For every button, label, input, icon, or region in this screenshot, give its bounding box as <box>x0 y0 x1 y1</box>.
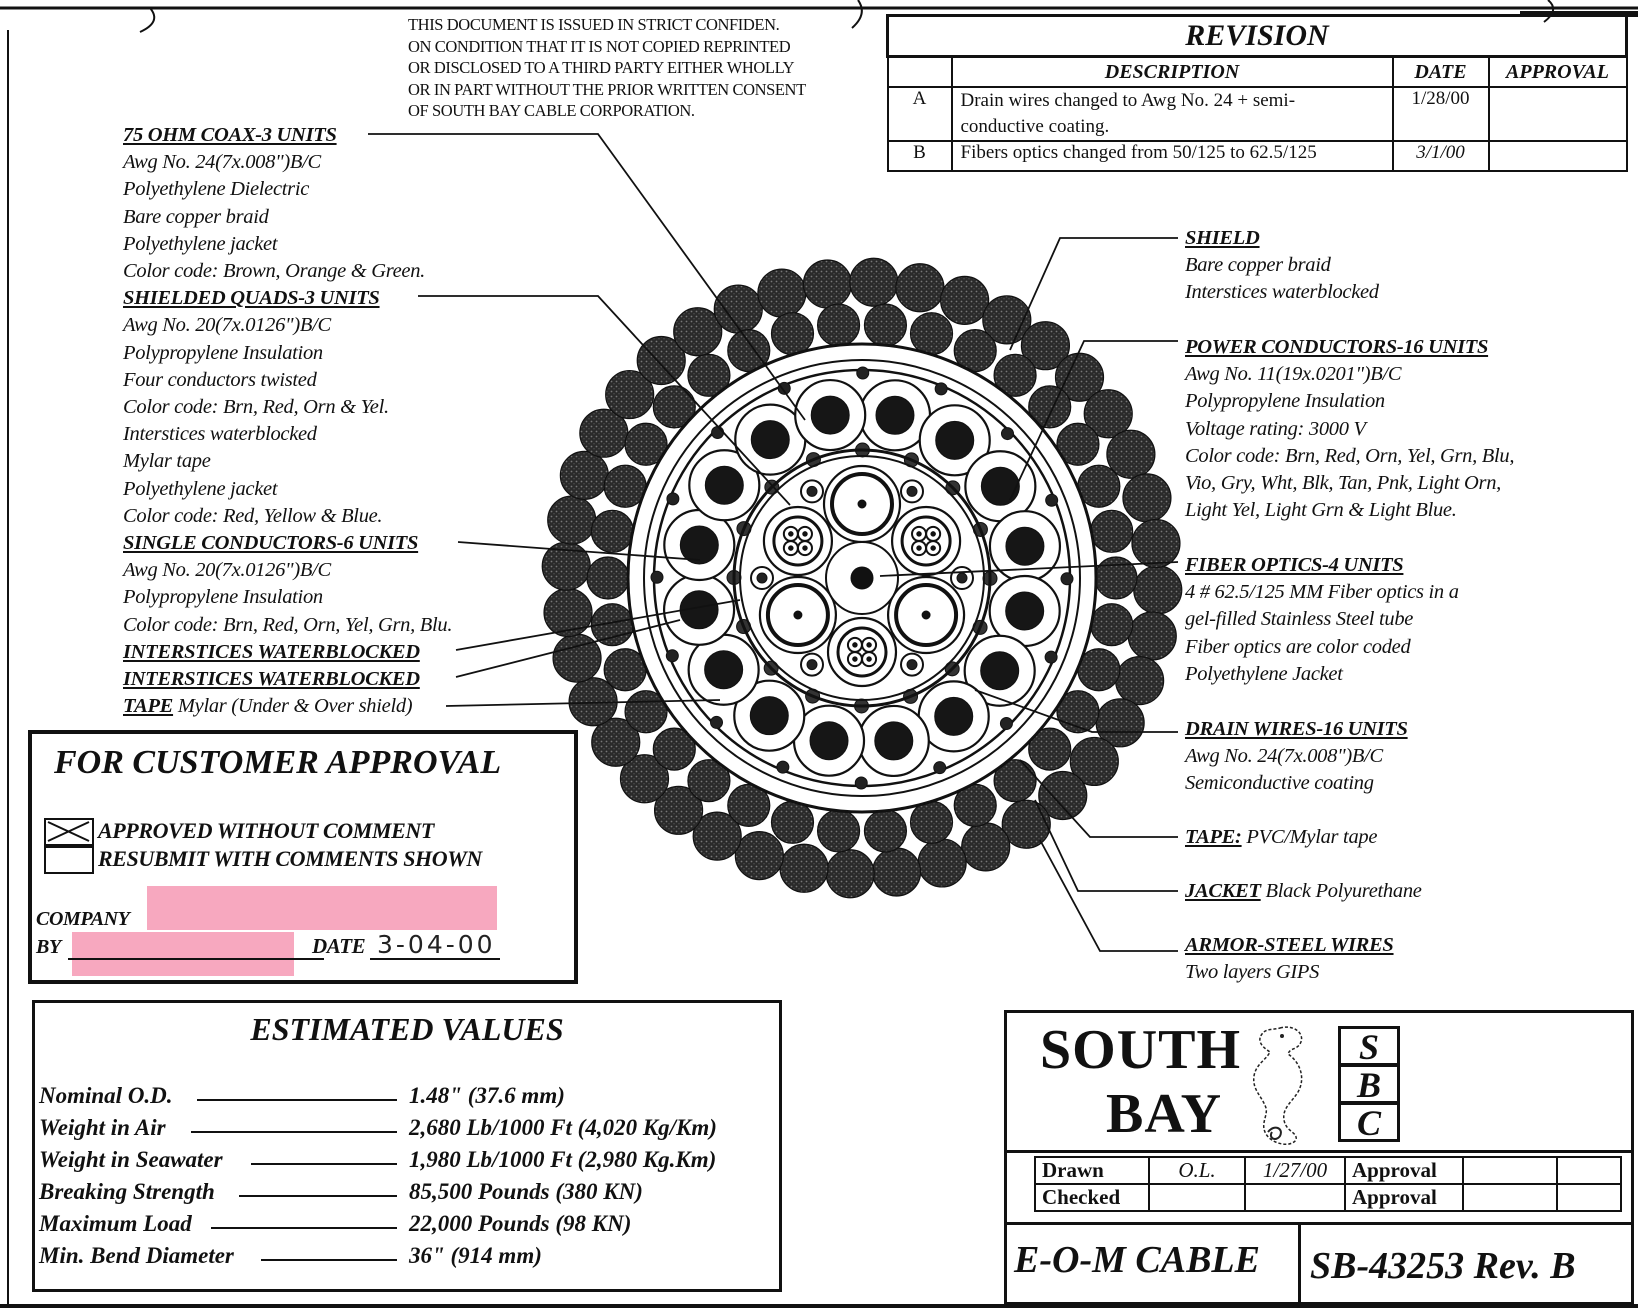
power-line: Color code: Brn, Red, Orn, Yel, Grn, Blu, <box>1185 444 1515 467</box>
drain-wire <box>1000 717 1012 729</box>
revision-header: DATE <box>1393 57 1489 88</box>
single-line: Polypropylene Insulation <box>123 586 323 609</box>
armor-wire-outer <box>803 260 851 308</box>
check-x-icon <box>46 820 91 843</box>
estimated-title: ESTIMATED VALUES <box>250 1011 564 1047</box>
checked-cell <box>1149 1184 1245 1211</box>
quads-line: Color code: Red, Yellow & Blue. <box>123 504 383 527</box>
estimated-row <box>39 1115 779 1147</box>
armor-wire-outer <box>1123 474 1171 522</box>
notice-line: OF SOUTH BAY CABLE CORPORATION. <box>408 101 695 120</box>
fiber-line: gel-filled Stainless Steel tube <box>1185 608 1414 631</box>
coax-center-conductor <box>794 611 802 619</box>
logo-letter-b: B <box>1338 1064 1400 1104</box>
company-label: COMPANY <box>36 908 130 930</box>
coax-center-conductor <box>858 500 866 508</box>
drain-wire <box>651 571 663 583</box>
by-underline <box>68 958 324 960</box>
estimated-name: Maximum Load <box>39 1211 192 1236</box>
power-conductor-core <box>936 421 974 459</box>
notice-line: ON CONDITION THAT IT IS NOT COPIED REPRINTED <box>408 36 791 56</box>
estimated-row <box>39 1083 779 1115</box>
drain-wire <box>1046 494 1058 506</box>
jacket-heading: JACKET <box>1185 880 1261 902</box>
checked-cell <box>1245 1184 1345 1211</box>
shield-heading: SHIELD <box>1185 227 1260 249</box>
armor-wire-inner <box>911 801 953 843</box>
single-conductor-core <box>807 660 817 670</box>
drain-wire <box>711 716 723 728</box>
estimated-row <box>39 1147 779 1179</box>
single-heading: SINGLE CONDUCTORS-6 UNITS <box>123 532 419 555</box>
armor-wire-outer <box>962 823 1010 871</box>
revision-date: 1/28/00 <box>1393 87 1489 141</box>
revision-code: B <box>888 141 952 171</box>
fiber-line: 4 # 62.5/125 MM Fiber optics in a <box>1185 581 1459 604</box>
power-conductor-core <box>1006 592 1044 630</box>
quads-line: Polypropylene Insulation <box>123 341 323 364</box>
power-conductor-core <box>705 466 743 504</box>
outer-tape-heading: TAPE: <box>1185 826 1242 848</box>
quads-line: Polyethylene jacket <box>123 477 278 500</box>
title-block-divider <box>1004 1150 1634 1153</box>
armor-wire-outer <box>560 451 608 499</box>
drain-wire <box>1061 573 1073 585</box>
quad-conductor-core <box>852 657 857 662</box>
drain-line: Semiconductive coating <box>1185 772 1374 795</box>
quad-conductor-core <box>917 546 922 551</box>
power-conductor-core <box>935 697 973 735</box>
armor-wire-inner <box>818 304 860 346</box>
estimated-value: 1,980 Lb/1000 Ft (2,980 Kg.Km) <box>409 1147 717 1172</box>
quad-shield <box>838 628 886 676</box>
fiber-line: Fiber optics are color coded <box>1185 635 1411 658</box>
approval-label: Approval <box>1345 1157 1463 1184</box>
quad-conductor-core <box>788 546 793 551</box>
logo-text-south: SOUTH <box>1040 1019 1242 1081</box>
estimated-row <box>39 1243 779 1275</box>
drain-wire <box>935 383 947 395</box>
armor-wire-outer <box>873 848 921 896</box>
drain-wire <box>777 761 789 773</box>
title-block <box>1004 1010 1634 1305</box>
company-redaction <box>147 886 497 930</box>
leader-dash <box>197 1099 397 1101</box>
quads-line: Interstices waterblocked <box>123 423 317 446</box>
drain-wire <box>1045 651 1057 663</box>
estimated-value: 2,680 Lb/1000 Ft (4,020 Kg/Km) <box>409 1115 717 1140</box>
armor-wire-outer <box>735 832 783 880</box>
estimated-value: 85,500 Pounds (380 KN) <box>409 1179 643 1204</box>
quad-shield <box>774 517 822 565</box>
by-label: BY <box>36 936 61 958</box>
armor-line: Two layers GIPS <box>1185 961 1320 984</box>
armor-wire-outer <box>758 269 806 317</box>
armor-wire-outer <box>1128 612 1176 660</box>
tape-text: Mylar (Under & Over shield) <box>173 695 413 718</box>
armor-heading: ARMOR-STEEL WIRES <box>1185 934 1394 956</box>
logo-text-bay: BAY <box>1106 1083 1223 1145</box>
single-conductor-core <box>907 486 917 496</box>
shield-line: Interstices waterblocked <box>1185 281 1379 304</box>
fiber-heading: FIBER OPTICS-4 UNITS <box>1185 554 1404 576</box>
armor-wire-outer <box>826 850 874 898</box>
seahorse-logo-icon <box>1236 1020 1320 1150</box>
checked-label: Checked <box>1035 1184 1149 1211</box>
customer-approval-box <box>28 730 578 984</box>
outer-tape-text: PVC/Mylar tape <box>1241 826 1378 848</box>
power-conductor-core <box>750 697 788 735</box>
coax-line: Awg No. 24(7x.008")B/C <box>123 151 321 174</box>
armor-wire-outer <box>780 844 828 892</box>
notice-line: THIS DOCUMENT IS ISSUED IN STRICT CONFIDEN. <box>408 15 780 34</box>
armor-wire-outer <box>896 264 944 312</box>
drain-wire <box>667 493 679 505</box>
armor-wire-outer <box>1134 566 1182 614</box>
coax-center-conductor <box>922 611 930 619</box>
power-conductor-core <box>811 396 849 434</box>
drain-wire <box>857 367 869 379</box>
approval-cell <box>1463 1157 1557 1184</box>
power-conductor-core <box>810 722 848 760</box>
estimated-name: Breaking Strength <box>39 1179 215 1204</box>
leader-dash <box>261 1259 397 1261</box>
quads-line: Mylar tape <box>123 450 211 473</box>
quads-heading: SHIELDED QUADS-3 UNITS <box>123 287 380 310</box>
drawn-label: Drawn <box>1035 1157 1149 1184</box>
armor-wire-inner <box>864 304 906 346</box>
date-value: 3-04-00 <box>377 930 496 959</box>
quads-line: Color code: Brn, Red, Orn & Yel. <box>123 396 389 419</box>
drain-wire <box>934 762 946 774</box>
quads-line: Four conductors twisted <box>123 368 317 391</box>
armor-wire-outer <box>918 839 966 887</box>
leader-line-armor <box>1040 840 1178 951</box>
product-name: E-O-M CABLE <box>1014 1239 1260 1281</box>
coax-line: Bare copper braid <box>123 205 269 228</box>
estimated-name: Nominal O.D. <box>39 1083 173 1108</box>
power-line: Voltage rating: 3000 V <box>1185 417 1366 440</box>
quad-conductor-core <box>917 531 922 536</box>
resubmit-option-label: RESUBMIT WITH COMMENTS SHOWN <box>98 846 482 871</box>
approval-cell <box>1557 1184 1621 1211</box>
power-conductor-core <box>1006 527 1044 565</box>
single-conductor-core <box>907 660 917 670</box>
revision-description: Fibers optics changed from 50/125 to 62.5/125 <box>952 141 1393 171</box>
leader-dash <box>211 1227 397 1229</box>
resubmit-checkbox[interactable] <box>44 846 94 874</box>
armor-wire-inner <box>1095 557 1137 599</box>
revision-header: APPROVAL <box>1489 57 1627 88</box>
estimated-row <box>39 1211 779 1243</box>
logo-letter-c: C <box>1338 1102 1400 1142</box>
power-conductor-core <box>705 651 743 689</box>
single-conductor-core <box>757 573 767 583</box>
armor-wire-inner <box>591 510 633 552</box>
drain-wire <box>1001 428 1013 440</box>
revision-title: REVISION <box>888 16 1627 57</box>
armor-wire-inner <box>771 313 813 355</box>
armor-wire-outer <box>850 258 898 306</box>
jacket-text: Black Polyurethane <box>1260 880 1422 902</box>
approved-checkbox[interactable] <box>44 818 94 846</box>
revision-desc-line: Drain wires changed to Awg No. 24 + semi- <box>960 90 1296 111</box>
leader-dash <box>191 1131 397 1133</box>
estimated-name: Weight in Seawater <box>39 1147 223 1172</box>
estimated-value: 1.48" (37.6 mm) <box>409 1083 565 1108</box>
coax-line: Polyethylene Dielectric <box>123 178 310 201</box>
power-line: Polypropylene Insulation <box>1185 390 1385 413</box>
power-line: Vio, Gry, Wht, Blk, Tan, Pnk, Light Orn, <box>1185 472 1502 495</box>
estimated-values-box <box>32 1000 782 1292</box>
quad-conductor-core <box>802 546 807 551</box>
notice-line: OR IN PART WITHOUT THE PRIOR WRITTEN CONSENT <box>408 79 806 99</box>
armor-wire-outer <box>714 285 762 333</box>
estimated-value: 22,000 Pounds (98 KN) <box>409 1211 632 1236</box>
drain-wire <box>855 777 867 789</box>
armor-wire-inner <box>1091 604 1133 646</box>
interstices-heading: INTERSTICES WATERBLOCKED <box>123 640 420 663</box>
quad-conductor-core <box>867 657 872 662</box>
shield-line: Bare copper braid <box>1185 254 1331 277</box>
estimated-name: Weight in Air <box>39 1115 166 1140</box>
logo-letter-s: S <box>1338 1026 1400 1066</box>
power-conductor-core <box>876 396 914 434</box>
quad-conductor-core <box>931 546 936 551</box>
drain-line: Awg No. 24(7x.008")B/C <box>1185 745 1383 768</box>
single-conductor-core <box>957 573 967 583</box>
power-conductor-core <box>981 467 1019 505</box>
estimated-row <box>39 1179 779 1211</box>
armor-wire-outer <box>1132 519 1180 567</box>
approval-label: Approval <box>1345 1184 1463 1211</box>
armor-wire-inner <box>911 313 953 355</box>
drain-heading: DRAIN WIRES-16 UNITS <box>1185 718 1408 740</box>
approval-cell <box>1463 1184 1557 1211</box>
revision-header: DESCRIPTION <box>952 57 1393 88</box>
tape-heading: TAPE <box>123 695 174 718</box>
leader-dash <box>239 1195 397 1197</box>
coax-heading: 75 OHM COAX-3 UNITS <box>123 124 337 146</box>
power-line: Light Yel, Light Grn & Light Blue. <box>1185 499 1457 522</box>
power-heading: POWER CONDUCTORS-16 UNITS <box>1185 336 1489 358</box>
quad-conductor-core <box>867 642 872 647</box>
approval-title: FOR CUSTOMER APPROVAL <box>54 744 502 781</box>
title-block-vdivider <box>1298 1222 1301 1305</box>
revision-date: 3/1/00 <box>1393 141 1489 171</box>
armor-wire-inner <box>587 557 629 599</box>
coax-line: Polyethylene jacket <box>123 232 278 255</box>
single-line: Color code: Brn, Red, Orn, Yel, Grn, Blu. <box>123 613 453 636</box>
single-line: Awg No. 20(7x.0126")B/C <box>123 559 331 582</box>
by-redaction <box>72 932 294 976</box>
interstices-heading: INTERSTICES WATERBLOCKED <box>123 668 420 691</box>
armor-wire-inner <box>1091 510 1133 552</box>
armor-wire-outer <box>941 276 989 324</box>
quad-conductor-core <box>931 531 936 536</box>
quad-conductor-core <box>788 531 793 536</box>
approved-option-label: APPROVED WITHOUT COMMENT <box>98 818 434 843</box>
notice-line: OR DISCLOSED TO A THIRD PARTY EITHER WHOLLY <box>408 58 795 77</box>
quad-conductor-core <box>802 531 807 536</box>
title-block-divider <box>1004 1222 1634 1225</box>
quads-line: Awg No. 20(7x.0126")B/C <box>123 314 331 337</box>
document-number: SB-43253 Rev. B <box>1310 1245 1576 1287</box>
quad-conductor-core <box>852 642 857 647</box>
leader-dash <box>251 1163 397 1165</box>
drain-wire <box>712 427 724 439</box>
armor-wire-inner <box>771 801 813 843</box>
armor-wire-outer <box>1116 657 1164 705</box>
revision-code: A <box>888 87 952 141</box>
drawn-checked-table <box>1034 1156 1622 1212</box>
power-line: Awg No. 11(19x.0201")B/C <box>1185 363 1402 386</box>
armor-wire-outer <box>548 496 596 544</box>
revision-desc-line: conductive coating. <box>960 116 1110 137</box>
single-conductor-core <box>807 486 817 496</box>
drawn-by: O.L. <box>1149 1157 1245 1184</box>
drawn-date: 1/27/00 <box>1245 1157 1345 1184</box>
estimated-value: 36" (914 mm) <box>409 1243 542 1268</box>
quad-shield <box>902 517 950 565</box>
cable-drawing <box>542 258 1182 898</box>
date-label: DATE <box>312 934 366 958</box>
drain-wire <box>666 650 678 662</box>
fiber-optic-tube <box>851 567 873 589</box>
power-conductor-core <box>981 652 1019 690</box>
fiber-line: Polyethylene Jacket <box>1185 662 1343 685</box>
approval-cell <box>1557 1157 1621 1184</box>
armor-wire-inner <box>864 810 906 852</box>
power-conductor-core <box>875 722 913 760</box>
coax-line: Color code: Brown, Orange & Green. <box>123 260 426 283</box>
estimated-name: Min. Bend Diameter <box>39 1243 234 1268</box>
armor-wire-inner <box>818 810 860 852</box>
power-conductor-core <box>751 421 789 459</box>
